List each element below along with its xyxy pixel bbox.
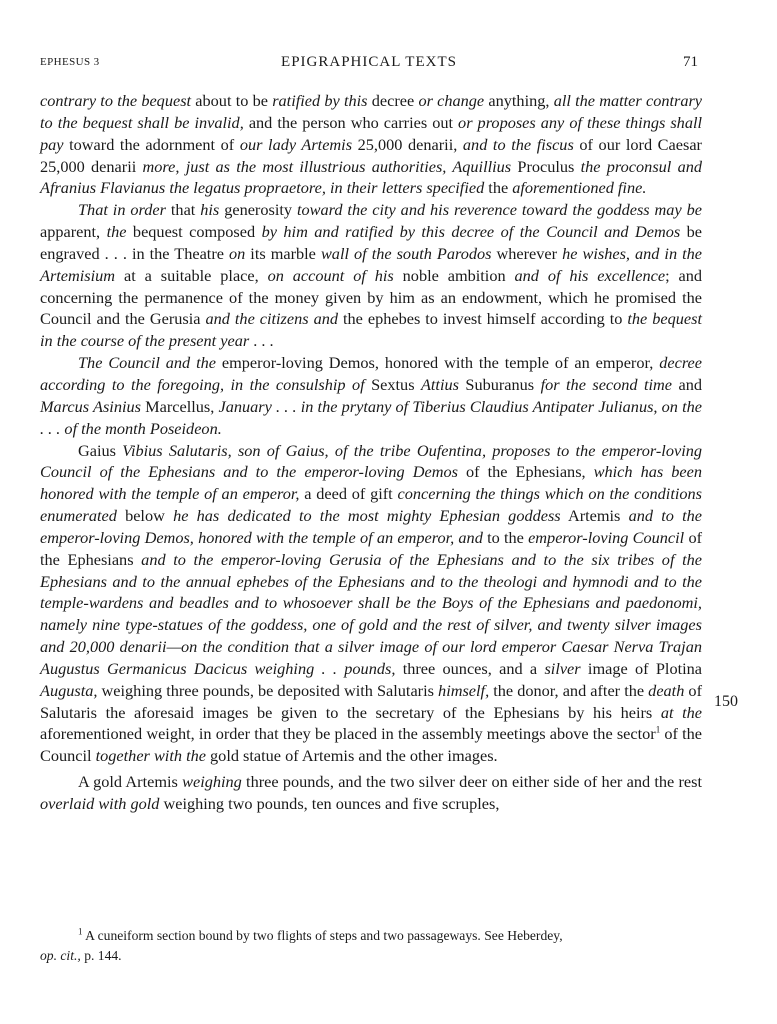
running-header: [40, 54, 698, 74]
italic-run: on: [229, 243, 246, 263]
italic-run: or change: [418, 91, 485, 110]
text-run: A gold Artemis: [78, 772, 183, 792]
italic-run: more, just as the most illustrious authorities, Aquillius: [142, 156, 512, 176]
paragraph: [40, 352, 702, 439]
text-run: that: [165, 200, 201, 220]
italic-run: our lady Artemis: [239, 134, 353, 154]
text-run: ; and concerning the permanence of the money given by him as an endowment, which he promised the Council and the Gerusia: [40, 265, 702, 329]
footnote-ref-italic: op. cit.,: [40, 947, 81, 963]
italic-run: or proposes any of these things shall pay: [40, 112, 703, 154]
paragraph: [40, 440, 702, 768]
text-run: its marble: [245, 243, 321, 263]
text-run: a deed of gift: [299, 484, 398, 504]
italic-run: at the: [660, 702, 702, 722]
text-run: the ephebes to invest himself according to: [338, 309, 628, 329]
text-run: Gaius: [78, 440, 123, 460]
footnote-body: A cuneiform section bound by two flights of steps and two passageways. See Heberdey,: [85, 928, 563, 943]
italic-run: Marcus Asinius: [40, 396, 141, 416]
italic-run: Attius: [420, 374, 459, 394]
text-run: at a suitable place,: [115, 265, 268, 285]
text-run: of Salutaris the aforesaid images be given to the secretary of the Ephesians by his heirs: [40, 680, 702, 722]
text-run: bequest composed: [126, 222, 262, 242]
text-run: of our lord Caesar 25,000 denarii: [40, 134, 702, 176]
italic-run: all the matter contrary to the bequest shall be invalid,: [40, 91, 703, 132]
footnote-ref-page: p. 144.: [84, 947, 122, 963]
italic-run: silver: [544, 658, 581, 678]
italic-run: the: [106, 222, 127, 242]
text-run: of the Ephesians: [40, 527, 703, 569]
text-run: 25,000 denarii,: [352, 134, 463, 154]
italic-run: he has dedicated to the most mighty Ephesian goddess: [173, 506, 561, 526]
italic-run: weighing: [182, 772, 242, 792]
italic-run: which has been honored with the temple of an emperor,: [40, 462, 702, 504]
text-run: Sextus: [364, 374, 421, 394]
italic-run: himself,: [438, 680, 490, 700]
paragraph: [40, 90, 702, 199]
italic-run: January . . . in the prytany of Tiberius Claudius Antipater Julianus, on the . . . of the month Poseideon.: [40, 396, 703, 438]
text-run: generosity: [219, 200, 297, 220]
footnote-reference-marker: 1: [655, 725, 661, 736]
text-run: and: [672, 374, 702, 394]
italic-run: contrary to the bequest: [40, 91, 192, 110]
italic-run: Vibius Salutaris, son of Gaius, of the tribe Oufentina, proposes to the emperor-loving Council of the Ephesians and to the emperor-loving Demos: [40, 440, 702, 482]
italic-run: and the citizens and: [205, 309, 338, 329]
text-run: the donor, and after the: [489, 680, 649, 700]
text-run: toward the adornment of: [63, 134, 240, 154]
text-run: be engraved . . . in the Theatre: [40, 222, 703, 263]
text-run: Artemis: [560, 506, 629, 526]
italic-run: on account of his: [267, 265, 394, 285]
text-run: image of Plotina: [580, 658, 703, 678]
italic-run: death: [648, 680, 685, 700]
italic-run: The Council and the: [78, 353, 216, 373]
text-run: weighing three pounds, be deposited with Salutaris: [97, 680, 439, 700]
header-title: EPIGRAPHICAL TEXTS: [281, 54, 457, 70]
italic-run: and to the emperor-loving Demos, honored with the temple of an emperor, and: [40, 506, 702, 547]
text-run: emperor-loving Demos, honored with the temple of an emperor,: [216, 353, 660, 373]
text-run: and the person who carries out: [243, 112, 459, 132]
footnote-reference: [40, 948, 122, 963]
italic-run: Augusta,: [40, 680, 98, 700]
italic-run: wall of the south Parodos: [320, 243, 492, 263]
text-run: of the Council: [40, 724, 702, 766]
italic-run: together with the: [95, 746, 206, 766]
italic-run: his: [200, 200, 220, 220]
italic-run: ratified by this: [272, 91, 368, 110]
footnote-marker: 1: [78, 926, 83, 937]
italic-run: concerning the things which on the conditions enumerated: [40, 484, 702, 526]
italic-run: and to the emperor-loving Gerusia of the Ephesians and to the six tribes of the Ephesians and to the annual ephebes of the Ephesians and to the theologi and hymnodi and to the temple-wardens and beadles and to whosoever shall be the Boys of the Ephesians and paedonomi, namely nine type-statues of the goddess, one of gold and the rest of silver, and twenty silver images and 20,000 denarii—on the condition that a silver image of our lord emperor Caesar Nerva Trajan Augustus Germanicus Dacicus weighing . . pounds,: [40, 549, 702, 678]
body-text: [40, 90, 702, 815]
text-run: about to be: [191, 91, 273, 110]
text-run: Suburanus: [458, 374, 541, 394]
header-section-label: EPHESUS 3: [40, 56, 100, 68]
text-run: aforementioned weight, in order that they be placed in the assembly meetings above the sector: [40, 724, 656, 744]
text-run: noble ambition: [393, 265, 515, 285]
text-run: Marcellus,: [140, 396, 219, 416]
line-number-marker: 150: [714, 693, 738, 710]
text-run: three ounces, and a: [395, 658, 545, 678]
text-run: . . .: [249, 331, 274, 351]
text-run: weighing two pounds, ten ounces and five scruples,: [159, 794, 500, 813]
italic-run: and to the fiscus: [462, 134, 574, 154]
italic-run: overlaid with gold: [40, 794, 160, 813]
text-run: apparent,: [40, 222, 107, 242]
italic-run: the proconsul and Afranius Flavianus the legatus propraetore, in their letters specified: [40, 156, 703, 198]
text-run: the: [484, 178, 513, 198]
text-run: to the: [482, 527, 529, 547]
text-run: of the Ephesians,: [457, 462, 594, 482]
italic-run: for the second time: [540, 374, 673, 394]
text-run: anything,: [484, 91, 554, 110]
italic-run: That in order: [78, 200, 166, 220]
italic-run: the bequest in the course of the present year: [40, 309, 702, 351]
footnote: [40, 926, 702, 965]
paragraph: [40, 199, 702, 352]
text-run: gold statue of Artemis and the other images.: [205, 746, 498, 766]
text-run: Proculus: [511, 156, 581, 176]
italic-run: aforementioned fine.: [512, 178, 647, 198]
page-number: 71: [683, 54, 698, 70]
italic-run: emperor-loving Council: [528, 527, 685, 547]
footnote-text: [40, 926, 702, 946]
italic-run: he wishes, and in the Artemisium: [40, 243, 703, 285]
paragraph: [40, 771, 702, 815]
text-run: decree: [367, 91, 419, 110]
italic-run: toward the city and his reverence toward the goddess may be: [296, 200, 702, 220]
text-run: below: [116, 506, 174, 526]
text-run: three pounds, and the two silver deer on either side of her and the rest: [241, 772, 702, 792]
italic-run: and of his excellence: [514, 265, 666, 285]
text-run: wherever: [491, 243, 563, 263]
italic-run: by him and ratified by this decree of the Council and Demos: [261, 222, 681, 242]
italic-run: decree according to the foregoing, in the consulship of: [40, 353, 703, 394]
